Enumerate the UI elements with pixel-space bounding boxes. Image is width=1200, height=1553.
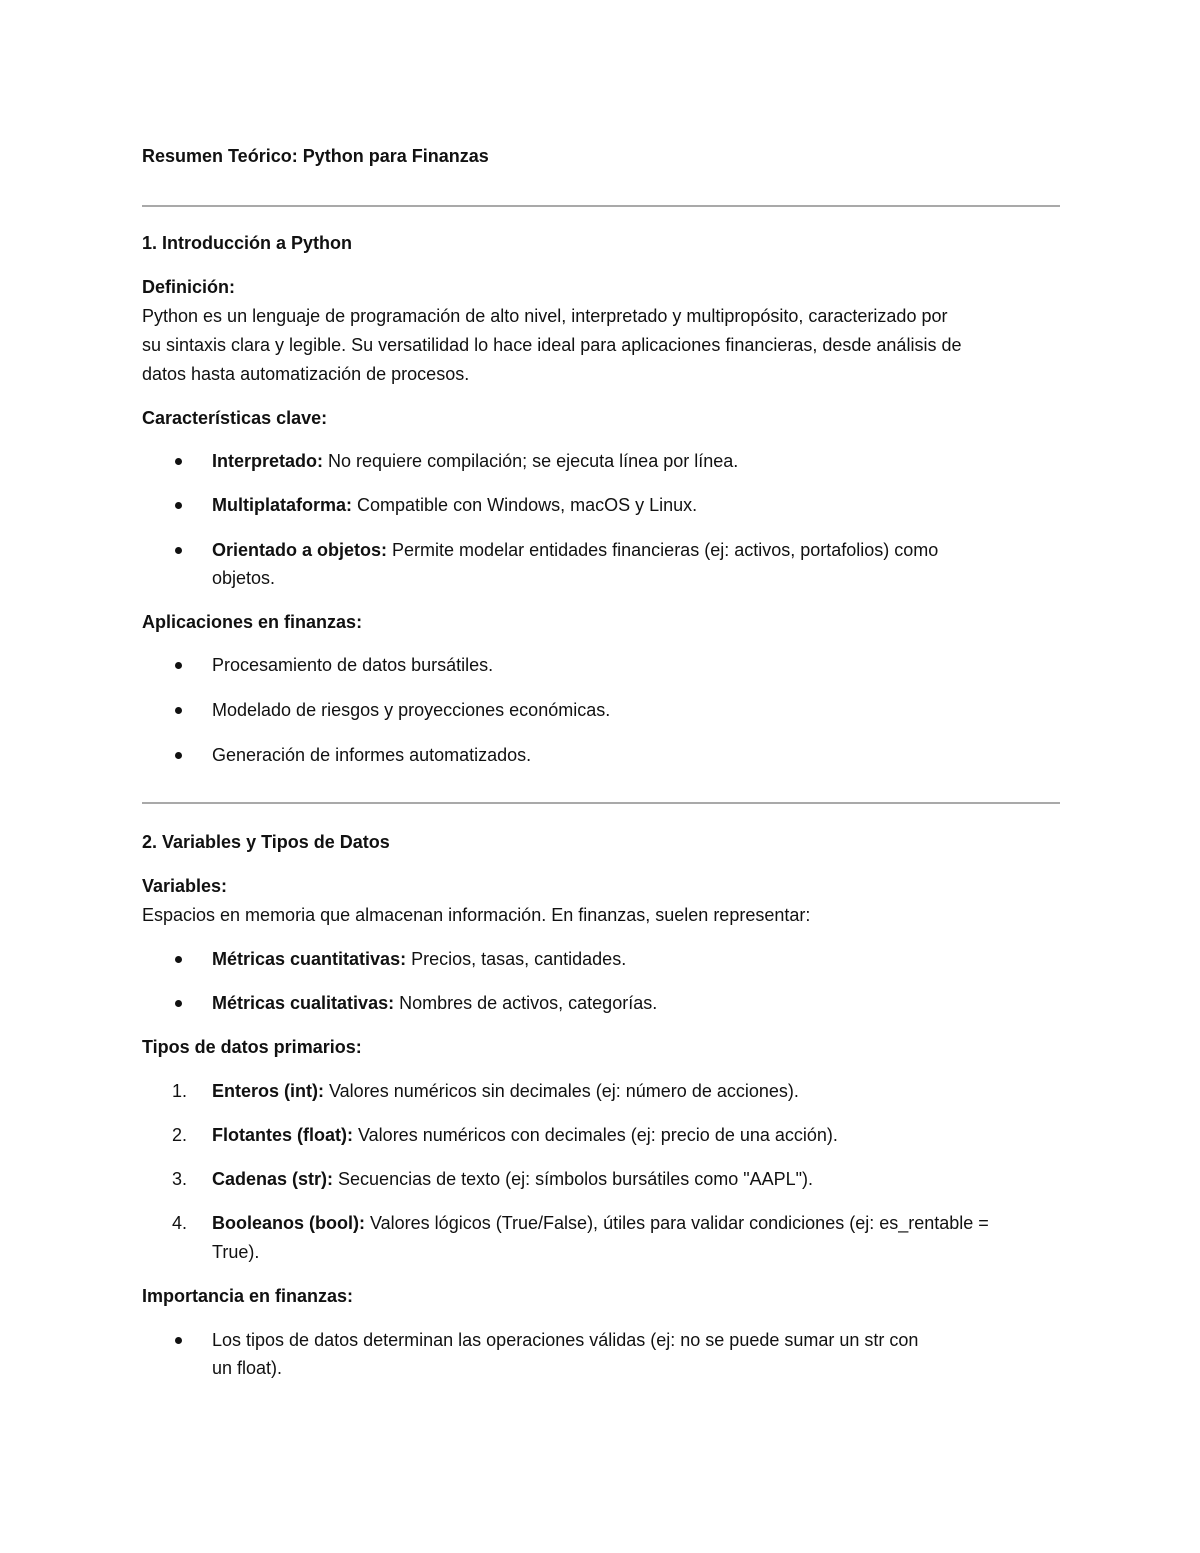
divider (142, 205, 1060, 207)
list-item-term: Métricas cuantitativas: (212, 949, 407, 969)
list-item (212, 1165, 813, 1194)
bullet-icon (175, 1000, 182, 1007)
list-item-text: Compatible con Windows, macOS y Linux. (352, 495, 698, 515)
list-item-text: Secuencias de texto (ej: símbolos bursátiles como "AAPL"). (333, 1169, 814, 1189)
list-item-term: Cadenas (str): (212, 1169, 334, 1189)
list-number: 3. (172, 1169, 188, 1189)
list-number: 1. (172, 1081, 188, 1101)
list-number: 4. (172, 1213, 188, 1233)
list-item-text: No requiere compilación; se ejecuta línea por línea. (323, 451, 739, 471)
apps-label: Aplicaciones en finanzas: (142, 612, 363, 632)
list-item-text: Valores numéricos sin decimales (ej: número de acciones). (324, 1081, 799, 1101)
document-title: Resumen Teórico: Python para Finanzas (142, 146, 489, 166)
list-item-continuation: un float). (212, 1358, 283, 1378)
list-item-term: Multiplataforma: (212, 495, 353, 515)
section-heading-2: 2. Variables y Tipos de Datos (142, 832, 390, 852)
features-label: Características clave: (142, 408, 328, 428)
bullet-icon (175, 502, 182, 509)
bullet-icon (175, 707, 182, 714)
bullet-icon (175, 547, 182, 554)
list-number: 2. (172, 1125, 188, 1145)
definition-label: Definición: (142, 277, 235, 297)
bullet-icon (175, 662, 182, 669)
list-item (212, 447, 738, 476)
list-item (212, 945, 626, 974)
bullet-icon (175, 752, 182, 759)
list-item: Modelado de riesgos y proyecciones económicas. (212, 700, 611, 720)
bullet-icon (175, 956, 182, 963)
list-item-text: Permite modelar entidades financieras (ej: activos, portafolios) como (387, 540, 939, 560)
list-item-term: Interpretado: (212, 451, 324, 471)
types-label: Tipos de datos primarios: (142, 1037, 362, 1057)
list-item-continuation: objetos. (212, 568, 276, 588)
definition-line: datos hasta automatización de procesos. (142, 364, 470, 384)
list-item (212, 1209, 989, 1238)
list-item (212, 989, 657, 1018)
bullet-icon (175, 458, 182, 465)
divider (142, 802, 1060, 804)
list-item-continuation: True). (212, 1242, 260, 1262)
list-item: Procesamiento de datos bursátiles. (212, 655, 494, 675)
list-item-text: Precios, tasas, cantidades. (406, 949, 627, 969)
variables-label: Variables: (142, 876, 228, 896)
list-item-term: Métricas cualitativas: (212, 993, 395, 1013)
list-item-term: Booleanos (bool): (212, 1213, 365, 1233)
list-item: Generación de informes automatizados. (212, 745, 532, 765)
list-item-text: Nombres de activos, categorías. (394, 993, 658, 1013)
list-item (212, 491, 697, 520)
importance-label: Importancia en finanzas: (142, 1286, 354, 1306)
definition-line: Python es un lenguaje de programación de alto nivel, interpretado y multipropósito, caracterizado por (142, 306, 948, 326)
list-item (212, 1077, 799, 1106)
list-item-text: Valores numéricos con decimales (ej: precio de una acción). (353, 1125, 838, 1145)
list-item-term: Flotantes (float): (212, 1125, 353, 1145)
list-item (212, 536, 938, 565)
section-heading-1: 1. Introducción a Python (142, 233, 353, 253)
bullet-icon (175, 1337, 182, 1344)
list-item-term: Orientado a objetos: (212, 540, 388, 560)
list-item-term: Enteros (int): (212, 1081, 324, 1101)
list-item (212, 1121, 838, 1150)
definition-line: su sintaxis clara y legible. Su versatilidad lo hace ideal para aplicaciones financieras, desde análisis de (142, 335, 962, 355)
list-item: Los tipos de datos determinan las operaciones válidas (ej: no se puede sumar un str con (212, 1330, 919, 1350)
list-item-text: Valores lógicos (True/False), útiles para validar condiciones (ej: es_rentable = (364, 1213, 989, 1233)
variables-text: Espacios en memoria que almacenan información. En finanzas, suelen representar: (142, 905, 811, 925)
